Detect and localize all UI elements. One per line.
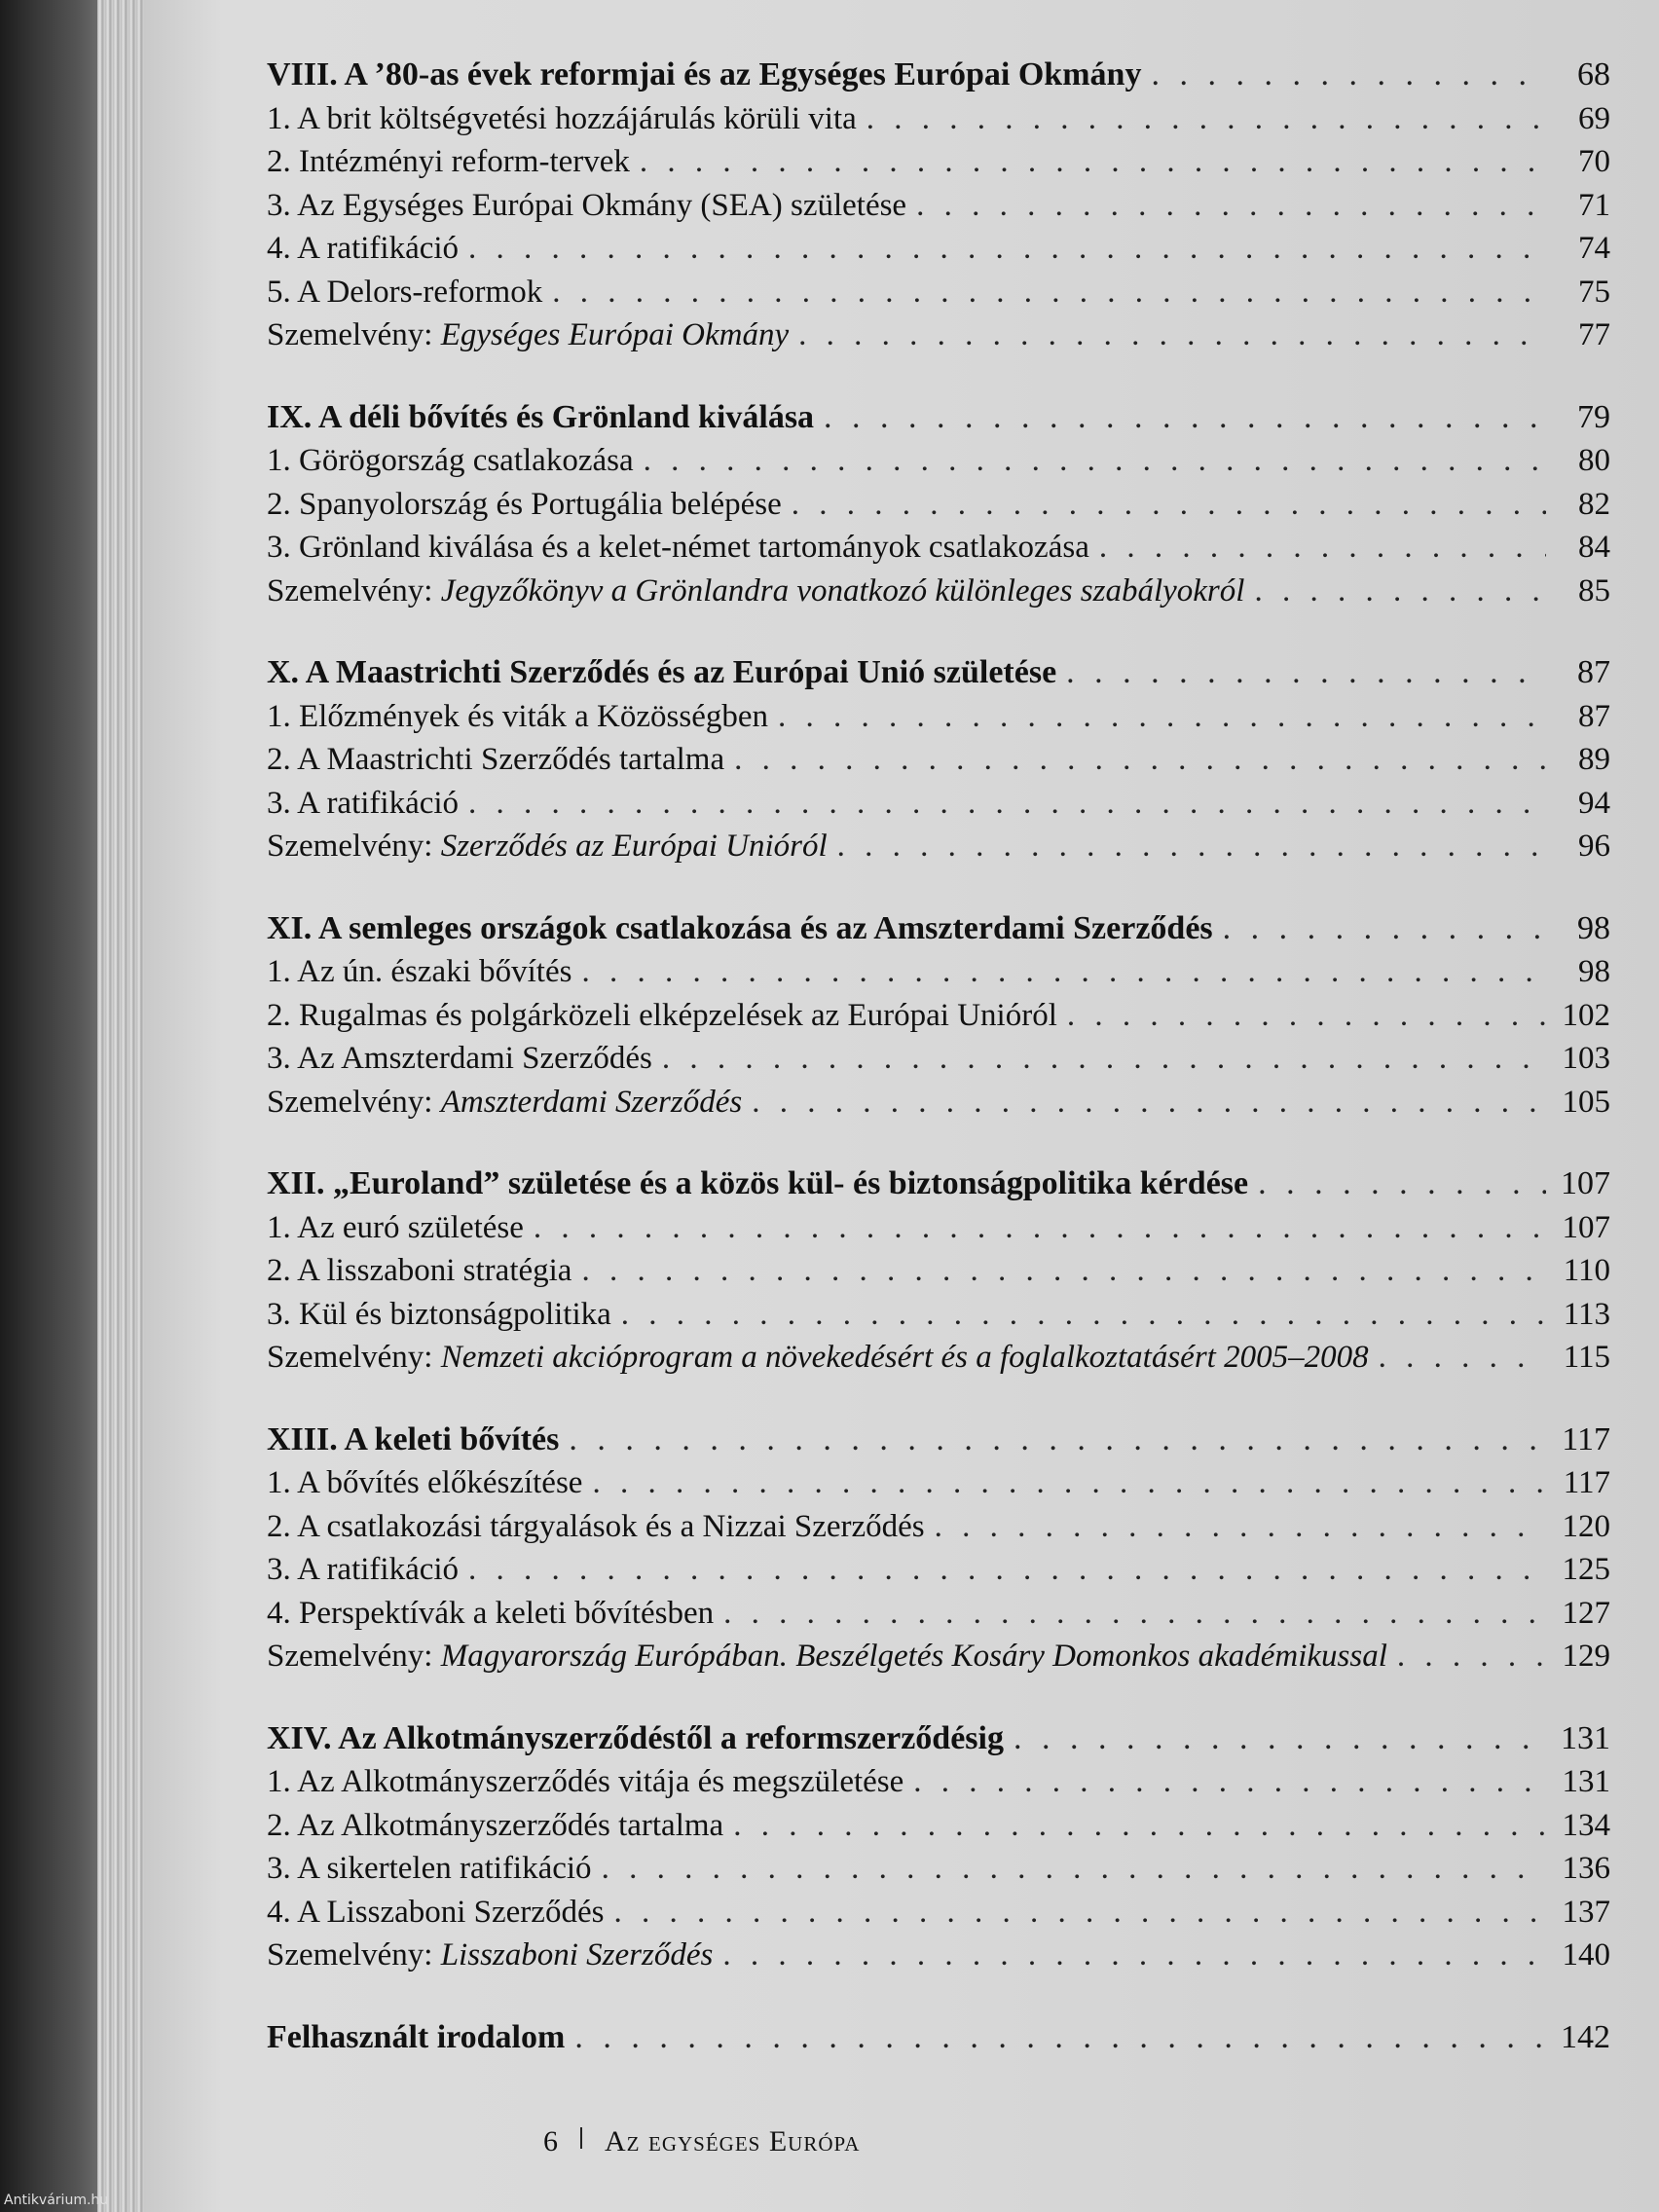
page-number: 110 bbox=[1563, 1253, 1610, 1288]
toc-section bbox=[267, 1717, 1610, 1977]
dot-leader bbox=[792, 483, 1546, 527]
excerpt-title bbox=[267, 1934, 713, 1977]
page-number: 85 bbox=[1578, 572, 1610, 608]
page-edges bbox=[97, 0, 144, 2212]
page-number: 84 bbox=[1578, 530, 1610, 565]
dot-leader bbox=[613, 1891, 1546, 1935]
toc-excerpt bbox=[267, 1635, 1610, 1678]
page-number: 77 bbox=[1578, 317, 1610, 352]
chapter-title: IX. A déli bővítés és Grönland kiválása bbox=[267, 398, 815, 435]
excerpt-label: Szemelvény: bbox=[267, 1639, 433, 1674]
toc-item bbox=[267, 1891, 1610, 1935]
excerpt-name: Jegyzőkönyv a Grönlandra vonatkozó különleges szabályokról bbox=[440, 572, 1245, 608]
dot-leader bbox=[581, 1249, 1546, 1293]
excerpt-label: Szemelvény: bbox=[267, 1937, 433, 1972]
dot-leader bbox=[552, 271, 1546, 314]
toc-item bbox=[267, 994, 1610, 1038]
dot-leader bbox=[574, 2016, 1546, 2060]
book-page bbox=[144, 0, 1659, 2212]
dot-leader bbox=[1066, 651, 1546, 695]
chapter-title: XII. „Euroland” születése és a közös kül- és biztonságpolitika kérdése bbox=[267, 1165, 1249, 1201]
page-number: 98 bbox=[1577, 909, 1610, 946]
dot-leader bbox=[1151, 54, 1546, 97]
toc-chapter-heading bbox=[267, 2016, 1610, 2060]
dot-leader bbox=[592, 1461, 1546, 1505]
running-title: Az egységes Európa bbox=[605, 2125, 861, 2157]
chapter-title: XI. A semleges országok csatlakozása és az Amszterdami Szerződés bbox=[267, 909, 1213, 946]
dot-leader bbox=[1014, 1717, 1546, 1761]
page-number: 80 bbox=[1578, 443, 1610, 478]
excerpt-title bbox=[267, 1081, 742, 1124]
item-title: 1. Az euró születése bbox=[267, 1209, 524, 1245]
page-number: 120 bbox=[1562, 1508, 1610, 1544]
dot-leader bbox=[468, 782, 1546, 826]
dot-leader bbox=[935, 1505, 1546, 1549]
toc-section bbox=[267, 1419, 1610, 1678]
page-number: 107 bbox=[1561, 1165, 1610, 1201]
toc-excerpt bbox=[267, 1336, 1610, 1380]
item-title: 1. Az ún. északi bővítés bbox=[267, 954, 572, 989]
page-number: 134 bbox=[1562, 1807, 1610, 1843]
toc-chapter-heading bbox=[267, 1717, 1610, 1761]
footer-page-number: 6 bbox=[543, 2125, 558, 2157]
page-number: 96 bbox=[1578, 829, 1610, 864]
page-number: 87 bbox=[1577, 654, 1610, 690]
toc-section bbox=[267, 651, 1610, 868]
page-number: 125 bbox=[1562, 1552, 1610, 1587]
page-number: 142 bbox=[1561, 2018, 1610, 2055]
toc-item bbox=[267, 97, 1610, 141]
dot-leader bbox=[734, 738, 1546, 782]
item-title: 5. A Delors-reformok bbox=[267, 274, 543, 310]
dot-leader bbox=[837, 825, 1546, 868]
toc-item bbox=[267, 227, 1610, 271]
toc-item bbox=[267, 695, 1610, 739]
dot-leader bbox=[1379, 1336, 1546, 1380]
item-title: 3. Grönland kiválása és a kelet-német tartományok csatlakozása bbox=[267, 530, 1089, 565]
excerpt-name: Magyarország Európában. Beszélgetés Kosáry Domonkos akadémikussal bbox=[440, 1639, 1387, 1674]
toc-chapter-heading bbox=[267, 396, 1610, 440]
toc-section bbox=[267, 907, 1610, 1124]
excerpt-name: Amszterdami Szerződés bbox=[440, 1084, 743, 1120]
dot-leader bbox=[1397, 1635, 1546, 1678]
toc-excerpt bbox=[267, 570, 1610, 613]
page-number: 140 bbox=[1562, 1937, 1610, 1972]
toc-item bbox=[267, 439, 1610, 483]
item-title: 3. A ratifikáció bbox=[267, 1552, 460, 1587]
page-number: 89 bbox=[1578, 742, 1610, 777]
page-number: 98 bbox=[1578, 954, 1610, 989]
toc-item bbox=[267, 483, 1610, 527]
item-title: 2. A csatlakozási tárgyalások és a Nizzai Szerződés bbox=[267, 1508, 925, 1544]
item-title: 4. A ratifikáció bbox=[267, 231, 460, 266]
toc-item bbox=[267, 1548, 1610, 1592]
dot-leader bbox=[1067, 994, 1546, 1038]
item-title: 1. Előzmények és viták a Közösségben bbox=[267, 698, 769, 734]
toc-chapter-heading bbox=[267, 651, 1610, 695]
watermark: Antikvárium.hu bbox=[4, 2193, 109, 2208]
dot-leader bbox=[916, 184, 1546, 228]
page-number: 68 bbox=[1577, 56, 1610, 92]
toc-item bbox=[267, 1249, 1610, 1293]
dot-leader bbox=[722, 1934, 1546, 1977]
table-of-contents bbox=[267, 54, 1610, 2098]
dot-leader bbox=[581, 950, 1546, 994]
toc-item bbox=[267, 1293, 1610, 1337]
dot-leader bbox=[644, 439, 1546, 483]
page-number: 107 bbox=[1562, 1209, 1610, 1245]
toc-item bbox=[267, 1592, 1610, 1636]
chapter-title: X. A Maastrichti Szerződés és az Európai Unió születése bbox=[267, 654, 1057, 690]
page-number: 113 bbox=[1563, 1296, 1610, 1332]
toc-excerpt bbox=[267, 1934, 1610, 1977]
toc-chapter-heading bbox=[267, 1419, 1610, 1462]
book-spine-shadow bbox=[0, 0, 97, 2212]
dot-leader bbox=[621, 1293, 1546, 1337]
toc-excerpt bbox=[267, 313, 1610, 357]
toc-item bbox=[267, 1804, 1610, 1848]
dot-leader bbox=[1223, 907, 1546, 951]
item-title: 2. A lisszaboni stratégia bbox=[267, 1253, 572, 1288]
toc-item bbox=[267, 140, 1610, 184]
toc-section bbox=[267, 2016, 1610, 2060]
item-title: 3. A ratifikáció bbox=[267, 785, 460, 821]
page-number: 117 bbox=[1563, 1465, 1610, 1500]
item-title: 4. A Lisszaboni Szerződés bbox=[267, 1894, 605, 1930]
dot-leader bbox=[468, 227, 1546, 271]
toc-section bbox=[267, 54, 1610, 357]
item-title: 1. A bővítés előkészítése bbox=[267, 1465, 583, 1500]
item-title: 1. A brit költségvetési hozzájárulás körüli vita bbox=[267, 100, 857, 136]
toc-item bbox=[267, 1461, 1610, 1505]
excerpt-label: Szemelvény: bbox=[267, 1340, 433, 1375]
item-title: 2. Spanyolország és Portugália belépése bbox=[267, 486, 782, 522]
excerpt-title bbox=[267, 570, 1244, 613]
excerpt-title bbox=[267, 825, 828, 868]
page-number: 69 bbox=[1578, 100, 1610, 136]
chapter-title: XIV. Az Alkotmányszerződéstől a reformszerződésig bbox=[267, 1719, 1004, 1756]
toc-chapter-heading bbox=[267, 907, 1610, 951]
dot-leader bbox=[866, 97, 1546, 141]
page-number: 94 bbox=[1578, 785, 1610, 821]
page-number: 136 bbox=[1562, 1851, 1610, 1886]
page-number: 105 bbox=[1562, 1084, 1610, 1120]
excerpt-name: Egységes Európai Okmány bbox=[440, 317, 790, 352]
page-number: 71 bbox=[1578, 187, 1610, 223]
item-title: 2. A Maastrichti Szerződés tartalma bbox=[267, 742, 725, 777]
toc-item bbox=[267, 1505, 1610, 1549]
toc-item bbox=[267, 1847, 1610, 1891]
item-title: 1. Görögország csatlakozása bbox=[267, 443, 634, 478]
toc-item bbox=[267, 950, 1610, 994]
dot-leader bbox=[1099, 526, 1546, 570]
page-number: 137 bbox=[1562, 1894, 1610, 1930]
footer-separator bbox=[580, 2127, 582, 2149]
page-number: 102 bbox=[1562, 997, 1610, 1033]
page-number: 117 bbox=[1562, 1420, 1610, 1457]
toc-item bbox=[267, 1760, 1610, 1804]
item-title: 3. Kül és biztonságpolitika bbox=[267, 1296, 611, 1332]
chapter-title: XIII. A keleti bővítés bbox=[267, 1420, 560, 1457]
chapter-title: VIII. A ’80-as évek reformjai és az Egységes Európai Okmány bbox=[267, 56, 1142, 92]
page-number: 74 bbox=[1578, 231, 1610, 266]
toc-item bbox=[267, 738, 1610, 782]
toc-chapter-heading bbox=[267, 54, 1610, 97]
excerpt-title bbox=[267, 313, 789, 357]
excerpt-title bbox=[267, 1336, 1369, 1380]
page-number: 70 bbox=[1578, 144, 1610, 179]
dot-leader bbox=[602, 1847, 1546, 1891]
page-number: 79 bbox=[1577, 398, 1610, 435]
dot-leader bbox=[468, 1548, 1546, 1592]
page-number: 87 bbox=[1578, 698, 1610, 734]
item-title: 2. Rugalmas és polgárközeli elképzelések az Európai Unióról bbox=[267, 997, 1057, 1033]
page-number: 131 bbox=[1561, 1719, 1610, 1756]
item-title: 2. Intézményi reform-tervek bbox=[267, 144, 630, 179]
item-title: 1. Az Alkotmányszerződés vitája és megszületése bbox=[267, 1764, 904, 1799]
toc-excerpt bbox=[267, 1081, 1610, 1124]
dot-leader bbox=[534, 1206, 1546, 1250]
dot-leader bbox=[1258, 1162, 1546, 1206]
toc-section bbox=[267, 396, 1610, 613]
excerpt-name: Nemzeti akcióprogram a növekedésért és a foglalkoztatásért 2005–2008 bbox=[440, 1340, 1369, 1375]
item-title: 4. Perspektívák a keleti bővítésben bbox=[267, 1595, 715, 1631]
toc-item bbox=[267, 184, 1610, 228]
toc-item bbox=[267, 1206, 1610, 1250]
dot-leader bbox=[723, 1592, 1546, 1636]
toc-excerpt bbox=[267, 825, 1610, 868]
toc-item bbox=[267, 526, 1610, 570]
dot-leader bbox=[798, 313, 1546, 357]
dot-leader bbox=[1254, 570, 1546, 613]
excerpt-label: Szemelvény: bbox=[267, 317, 433, 352]
toc-item bbox=[267, 782, 1610, 826]
toc-section bbox=[267, 1162, 1610, 1380]
item-title: 2. Az Alkotmányszerződés tartalma bbox=[267, 1807, 724, 1843]
dot-leader bbox=[752, 1081, 1546, 1124]
page-number: 131 bbox=[1562, 1764, 1610, 1799]
dot-leader bbox=[913, 1760, 1546, 1804]
excerpt-label: Szemelvény: bbox=[267, 829, 433, 864]
page-number: 103 bbox=[1562, 1041, 1610, 1076]
toc-chapter-heading bbox=[267, 1162, 1610, 1206]
excerpt-title bbox=[267, 1635, 1387, 1678]
excerpt-name: Lisszaboni Szerződés bbox=[440, 1937, 714, 1972]
excerpt-label: Szemelvény: bbox=[267, 1084, 433, 1120]
dot-leader bbox=[824, 396, 1546, 440]
chapter-title: Felhasznált irodalom bbox=[267, 2018, 566, 2055]
excerpt-name: Szerződés az Európai Unióról bbox=[440, 829, 828, 864]
page-number: 75 bbox=[1578, 274, 1610, 310]
page-number: 127 bbox=[1562, 1595, 1610, 1631]
dot-leader bbox=[778, 695, 1546, 739]
toc-item bbox=[267, 1037, 1610, 1081]
page-number: 82 bbox=[1578, 486, 1610, 522]
toc-item bbox=[267, 271, 1610, 314]
dot-leader bbox=[569, 1419, 1546, 1462]
item-title: 3. A sikertelen ratifikáció bbox=[267, 1851, 592, 1886]
excerpt-label: Szemelvény: bbox=[267, 572, 433, 608]
dot-leader bbox=[733, 1804, 1546, 1848]
page-number: 115 bbox=[1563, 1340, 1610, 1375]
page-number: 129 bbox=[1562, 1639, 1610, 1674]
dot-leader bbox=[640, 140, 1546, 184]
dot-leader bbox=[662, 1037, 1546, 1081]
item-title: 3. Az Amszterdami Szerződés bbox=[267, 1041, 652, 1076]
item-title: 3. Az Egységes Európai Okmány (SEA) születése bbox=[267, 187, 907, 223]
